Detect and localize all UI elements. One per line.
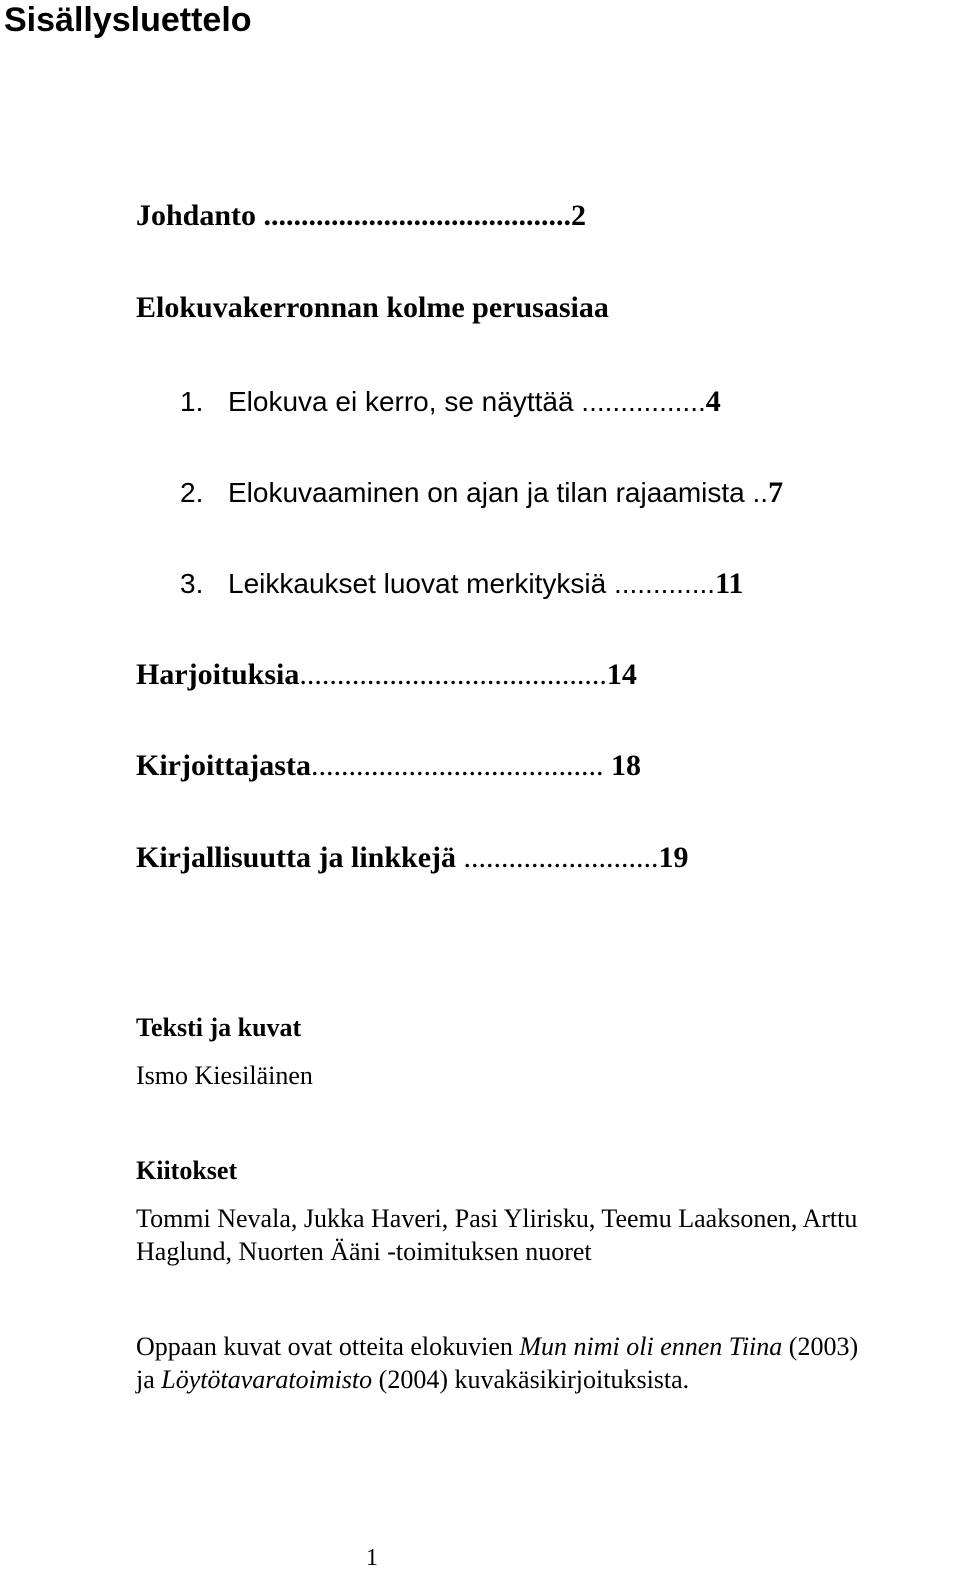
toc-entry-johdanto[interactable]	[136, 199, 586, 233]
page-number: 1	[366, 1545, 378, 1571]
toc-entry-label: Elokuvaaminen on ajan ja tilan rajaamista	[228, 477, 753, 508]
toc-dots: ..	[752, 477, 769, 508]
credits-thanks-line-2: Haglund, Nuorten Ääni -toimituksen nuoret	[136, 1237, 592, 1266]
credits-thanks-heading: Kiitokset	[136, 1156, 238, 1185]
image-source-note-line-2	[136, 1363, 689, 1396]
toc-entry-label: Harjoituksia	[136, 658, 300, 691]
credits-text-author: Ismo Kiesiläinen	[136, 1061, 313, 1090]
toc-entry-label: Johdanto	[136, 199, 264, 232]
note-text: ja	[136, 1365, 162, 1394]
toc-entry-kirjoittajasta[interactable]	[136, 749, 641, 783]
toc-page-number: 4	[705, 385, 721, 418]
note-text: Oppaan kuvat ovat otteita elokuvien	[136, 1332, 520, 1361]
toc-entry-kirjallisuutta[interactable]	[136, 841, 689, 875]
toc-entry-number: 3.	[180, 568, 204, 599]
toc-dots: .........................................	[299, 658, 607, 691]
toc-page-number: 11	[715, 567, 744, 600]
toc-dots: ..........................	[463, 841, 659, 874]
page-title: Sisällysluettelo	[4, 1, 252, 39]
film-title: Mun nimi oli ennen Tiina	[519, 1332, 783, 1361]
toc-page-number: 19	[658, 841, 689, 874]
toc-entry-label: Elokuvakerronnan kolme perusasiaa	[136, 291, 609, 324]
toc-dots: .......................................	[310, 749, 604, 782]
toc-section-elokuvakerronta[interactable]	[136, 291, 609, 325]
toc-dots: .........................................	[263, 199, 572, 232]
toc-entry-label: Kirjallisuutta ja linkkejä	[136, 841, 464, 874]
toc-entry-elokuva-ei-kerro[interactable]	[180, 385, 721, 419]
credits-text-heading: Teksti ja kuvat	[136, 1013, 302, 1042]
toc-page-number: 7	[768, 476, 784, 509]
toc-page-number: 2	[571, 199, 587, 232]
toc-entry-leikkaukset[interactable]	[180, 567, 743, 601]
toc-dots: ................	[581, 386, 706, 417]
note-text: (2003)	[782, 1332, 859, 1361]
toc-entry-label: Leikkaukset luovat merkityksiä	[228, 568, 614, 599]
note-text: (2004) kuvakäsikirjoituksista.	[372, 1365, 690, 1394]
toc-entry-elokuvaaminen[interactable]	[180, 476, 783, 510]
toc-entry-label: Elokuva ei kerro, se näyttää	[228, 386, 582, 417]
film-title: Löytötavaratoimisto	[161, 1365, 373, 1394]
toc-entry-number: 1.	[180, 386, 204, 417]
toc-entry-label: Kirjoittajasta	[136, 749, 311, 782]
toc-page-number: 18	[603, 749, 641, 782]
toc-entry-number: 2.	[180, 477, 204, 508]
toc-dots: .............	[613, 568, 716, 599]
toc-entry-harjoituksia[interactable]	[136, 658, 637, 692]
toc-page-number: 14	[606, 658, 637, 691]
image-source-note-line-1	[136, 1330, 858, 1363]
credits-thanks-line-1: Tommi Nevala, Jukka Haveri, Pasi Ylirisku, Teemu Laaksonen, Arttu	[136, 1204, 858, 1233]
